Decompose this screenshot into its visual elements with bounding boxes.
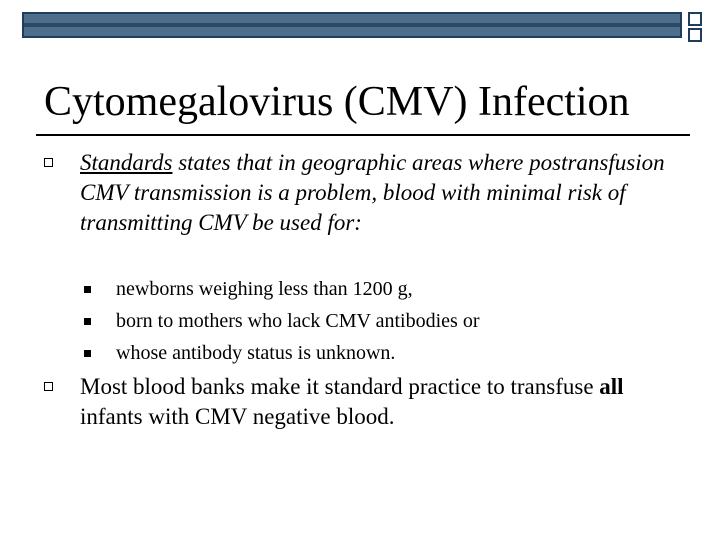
filled-square-bullet-icon — [84, 350, 91, 357]
slide-title: Cytomegalovirus (CMV) Infection — [44, 79, 630, 125]
title-divider — [36, 134, 690, 136]
corner-square-bottom — [688, 28, 702, 42]
header-decorative-band — [22, 12, 682, 38]
bullet-1-text: states that in geographic areas where postransfusion CMV transmission is a problem, blood with minimal risk of transmitting CMV be used for: — [80, 150, 665, 235]
hollow-square-bullet-icon — [44, 382, 53, 391]
header-band-stripe — [24, 23, 680, 27]
filled-square-bullet-icon — [84, 286, 91, 293]
bullet-paragraph-2 — [80, 372, 690, 432]
hollow-square-bullet-icon — [44, 158, 53, 167]
filled-square-bullet-icon — [84, 318, 91, 325]
sub-item-1: newborns weighing less than 1200 g, — [116, 278, 413, 300]
bullet-2-bold-all: all — [599, 374, 624, 399]
sub-item-2: born to mothers who lack CMV antibodies or — [116, 310, 480, 332]
bullet-2-text-after: infants with CMV negative blood. — [80, 404, 395, 429]
bullet-paragraph-1 — [80, 148, 690, 238]
corner-square-top — [688, 12, 702, 26]
sub-item-3: whose antibody status is unknown. — [116, 342, 396, 364]
bullet-2-text-before: Most blood banks make it standard practice to transfuse — [80, 374, 600, 399]
standards-emphasis: Standards — [80, 150, 173, 175]
